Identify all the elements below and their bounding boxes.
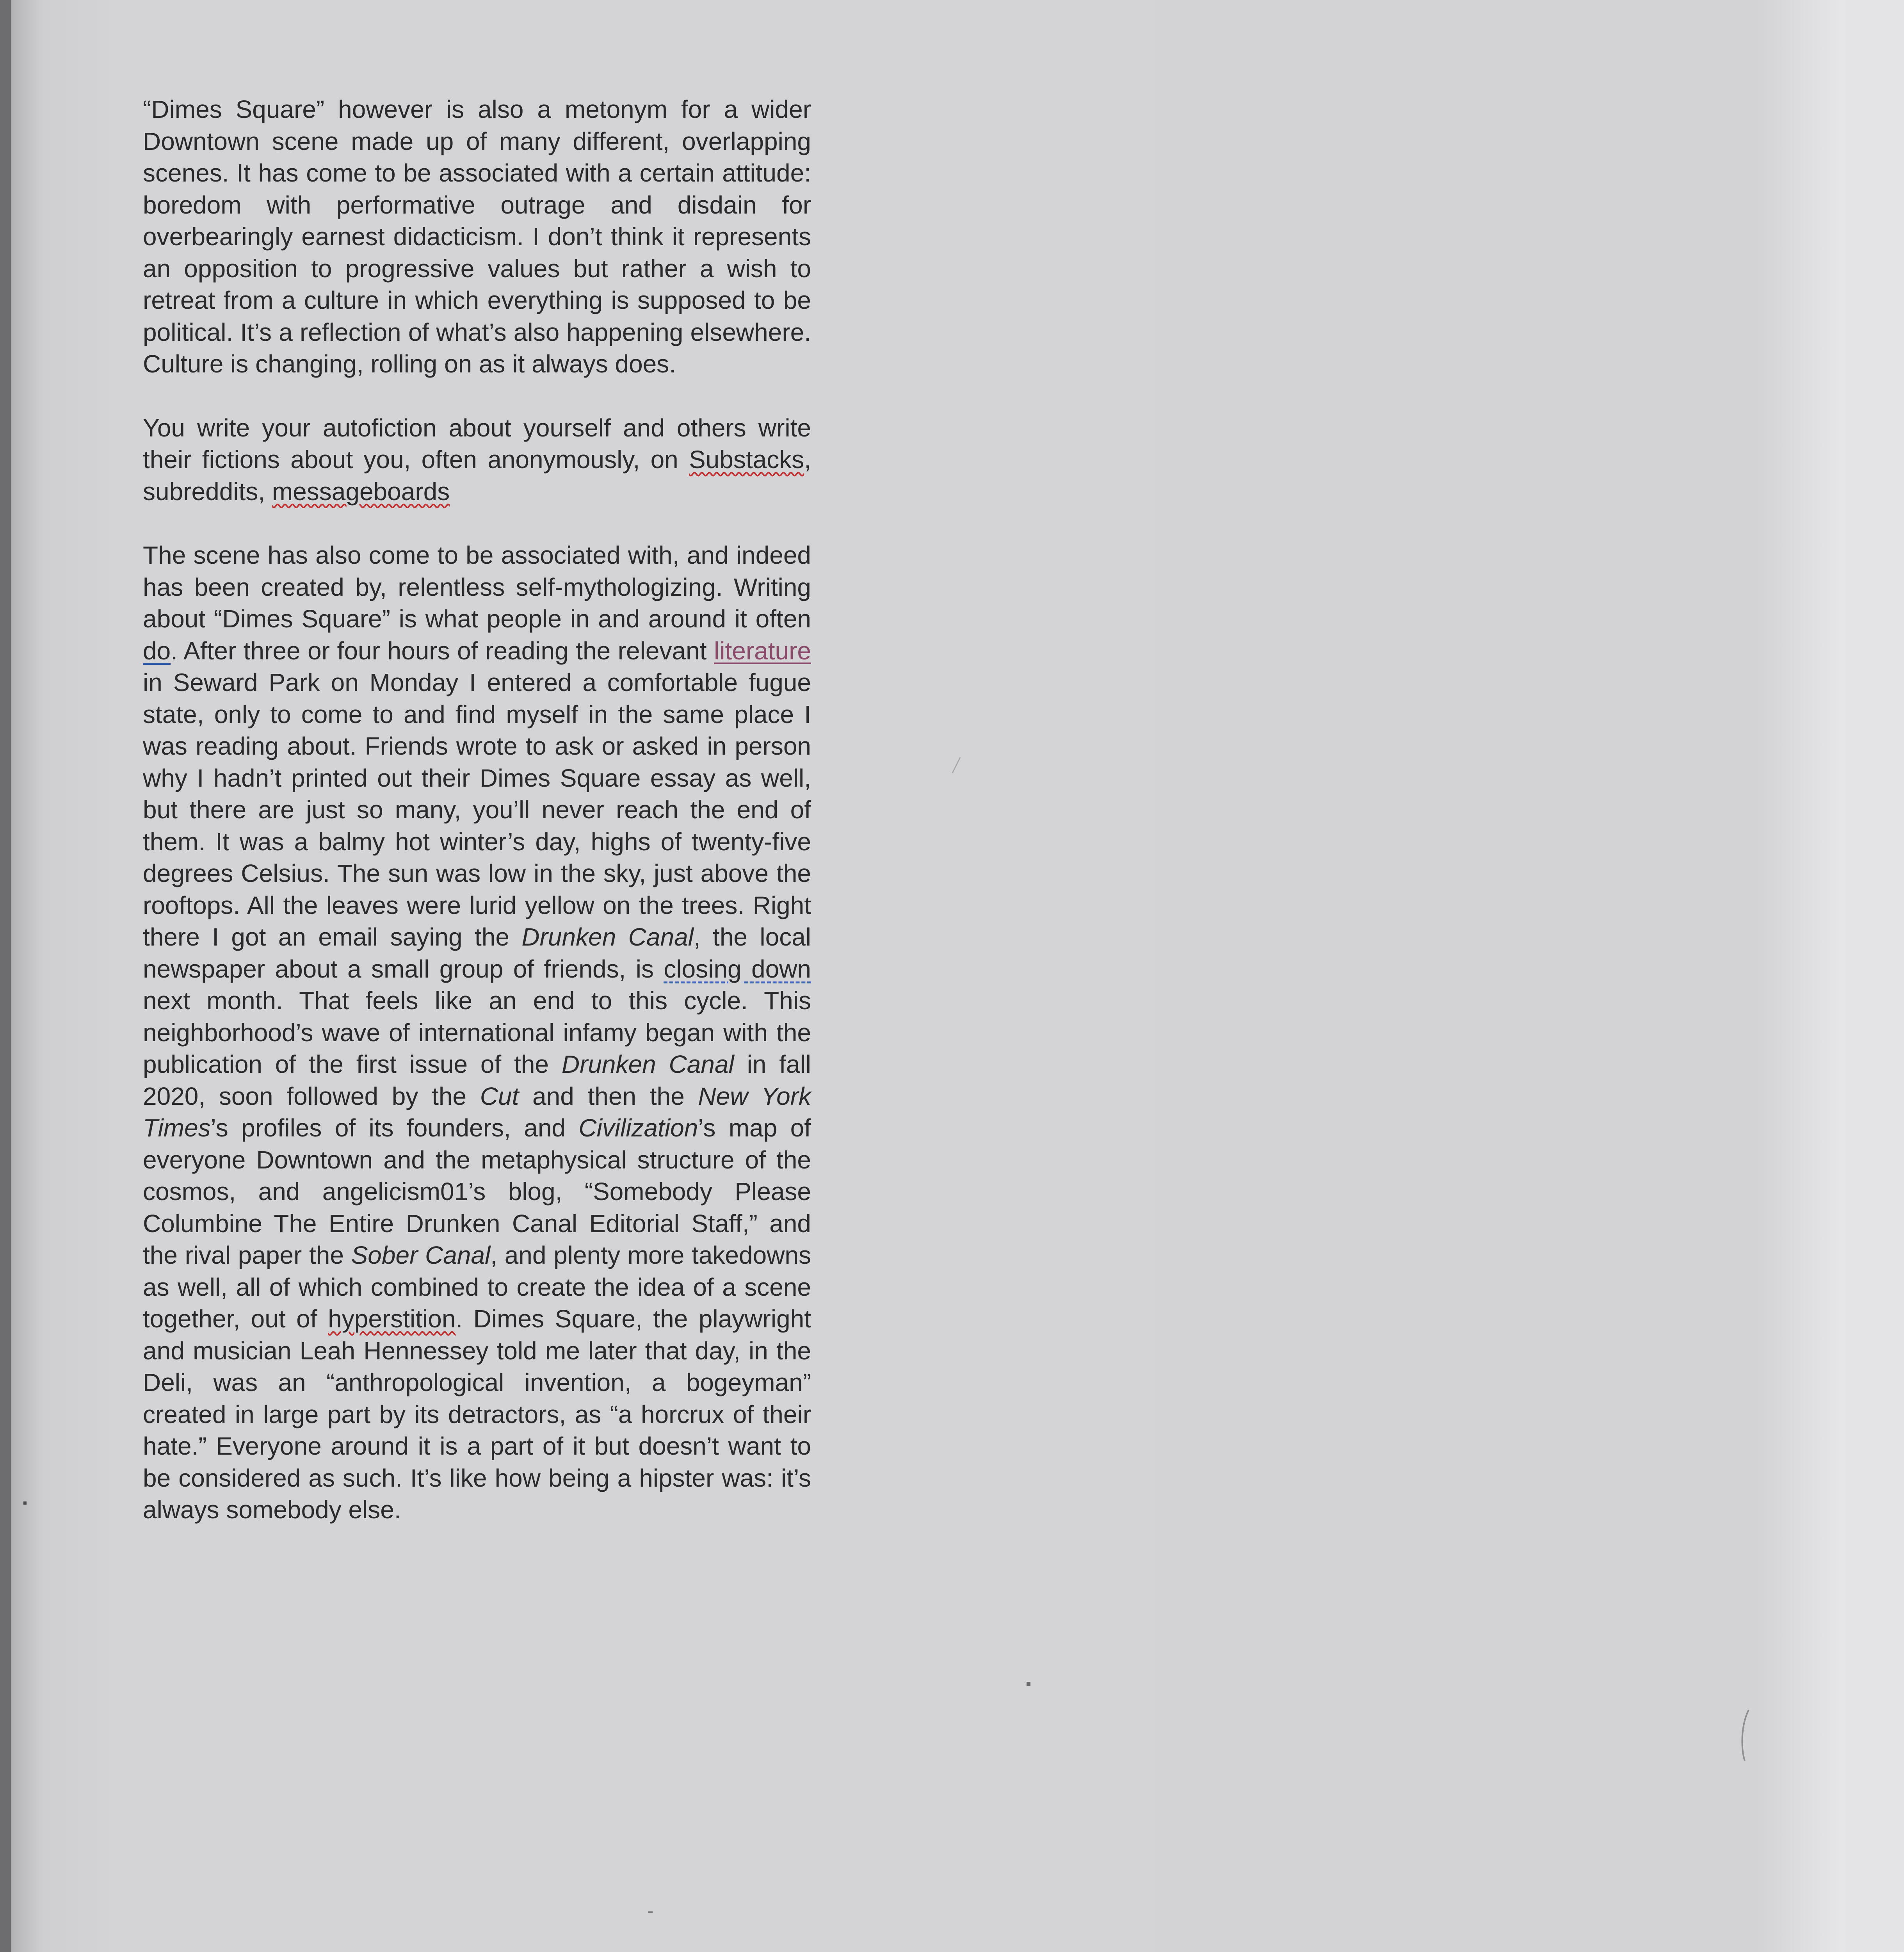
- article-column: [143, 94, 811, 1558]
- paragraph-text: , and plenty more takedowns as well, all of which combined to create the idea of a scene together, out of: [143, 1241, 811, 1333]
- spellcheck-flagged-word: messageboards: [272, 477, 450, 506]
- speck: [1027, 1682, 1030, 1686]
- paragraph-text: in Seward Park on Monday I entered a comfortable fugue state, only to come to and find myself in the same place I was reading about. Friends wrote to ask or asked in person why I hadn’t printed out their Dimes Square essay as well, but there are just so many, you’ll never reach the end of them. It was a balmy hot winter’s day, highs of twenty-five degrees Celsius. The sun was low in the sky, just above the rooftops. All the leaves were lurid yellow on the trees. Right there I got an email saying the: [143, 668, 811, 951]
- paragraph-text: , subreddits,: [143, 445, 811, 506]
- paragraph-text: You write your autofiction about yourself and others write their fictions about you, often anonymously, on: [143, 413, 811, 474]
- publication-title: New York Times: [143, 1082, 811, 1142]
- speck: [648, 1911, 653, 1913]
- grammar-flagged-word: do: [143, 636, 171, 665]
- paragraph-text: ’s map of everyone Downtown and the metaphysical structure of the cosmos, and angelicism01’s blog, “Somebody Please Columbine The Entire Drunken Canal Editorial Staff,” and the rival paper the: [143, 1114, 811, 1269]
- spellcheck-flagged-word: Substacks: [689, 445, 804, 474]
- publication-title: Cut: [480, 1082, 519, 1110]
- paragraph-autofiction: [143, 412, 811, 508]
- speck: [23, 1501, 27, 1505]
- paragraph-dimes-square: [143, 94, 811, 380]
- paragraph-text: . Dimes Square, the playwright and musician Leah Hennessey told me later that day, in the Deli, was an “anthropological invention, a bogeyman” created in large part by its detractors, as “a horcrux of their hate.” Everyone around it is a part of it but doesn’t want to be considered as such. It’s like how being a hipster was: it’s always somebody else.: [143, 1305, 811, 1524]
- literature-link[interactable]: literature: [714, 636, 811, 665]
- grammar-flagged-phrase: closing down: [664, 955, 811, 983]
- paragraph-text: , the local newspaper about a small group of friends, is: [143, 923, 811, 983]
- paragraph-text: ’s profiles of its founders, and: [210, 1114, 579, 1142]
- paragraph-text: The scene has also come to be associated with, and indeed has been created by, relentless self-mythologizing. Writing about “Dimes Square” is what people in and around it often: [143, 541, 811, 633]
- paragraph-text: . After three or four hours of reading the relevant: [171, 636, 714, 665]
- paragraph-text: next month. That feels like an end to this cycle. This neighborhood’s wave of international infamy began with the publication of the first issue of the: [143, 987, 811, 1078]
- paragraph-text: in fall 2020, soon followed by the: [143, 1050, 811, 1110]
- paragraph-text: “Dimes Square” however is also a metonym for a wider Downtown scene made up of many different, overlapping scenes. It has come to be associated with a certain attitude: boredom with performative outrage and disdain for overbearingly earnest didacticism. I don’t think it represents an opposition to progressive values but rather a wish to retreat from a culture in which everything is supposed to be political. It’s a reflection of what’s also happening elsewhere. Culture is changing, rolling on as it always does.: [143, 95, 811, 378]
- publication-title: Drunken Canal: [521, 923, 694, 951]
- publication-title: Civilization: [578, 1114, 698, 1142]
- publication-title: Drunken Canal: [561, 1050, 734, 1078]
- publication-title: Sober Canal: [351, 1241, 491, 1269]
- spellcheck-flagged-word: hyperstition: [328, 1305, 456, 1333]
- paragraph-self-mythologizing: [143, 540, 811, 1526]
- scratch-tick-right: [1742, 1710, 1749, 1761]
- paragraph-text: and then the: [519, 1082, 698, 1110]
- scratch-mark-mid: [952, 757, 960, 773]
